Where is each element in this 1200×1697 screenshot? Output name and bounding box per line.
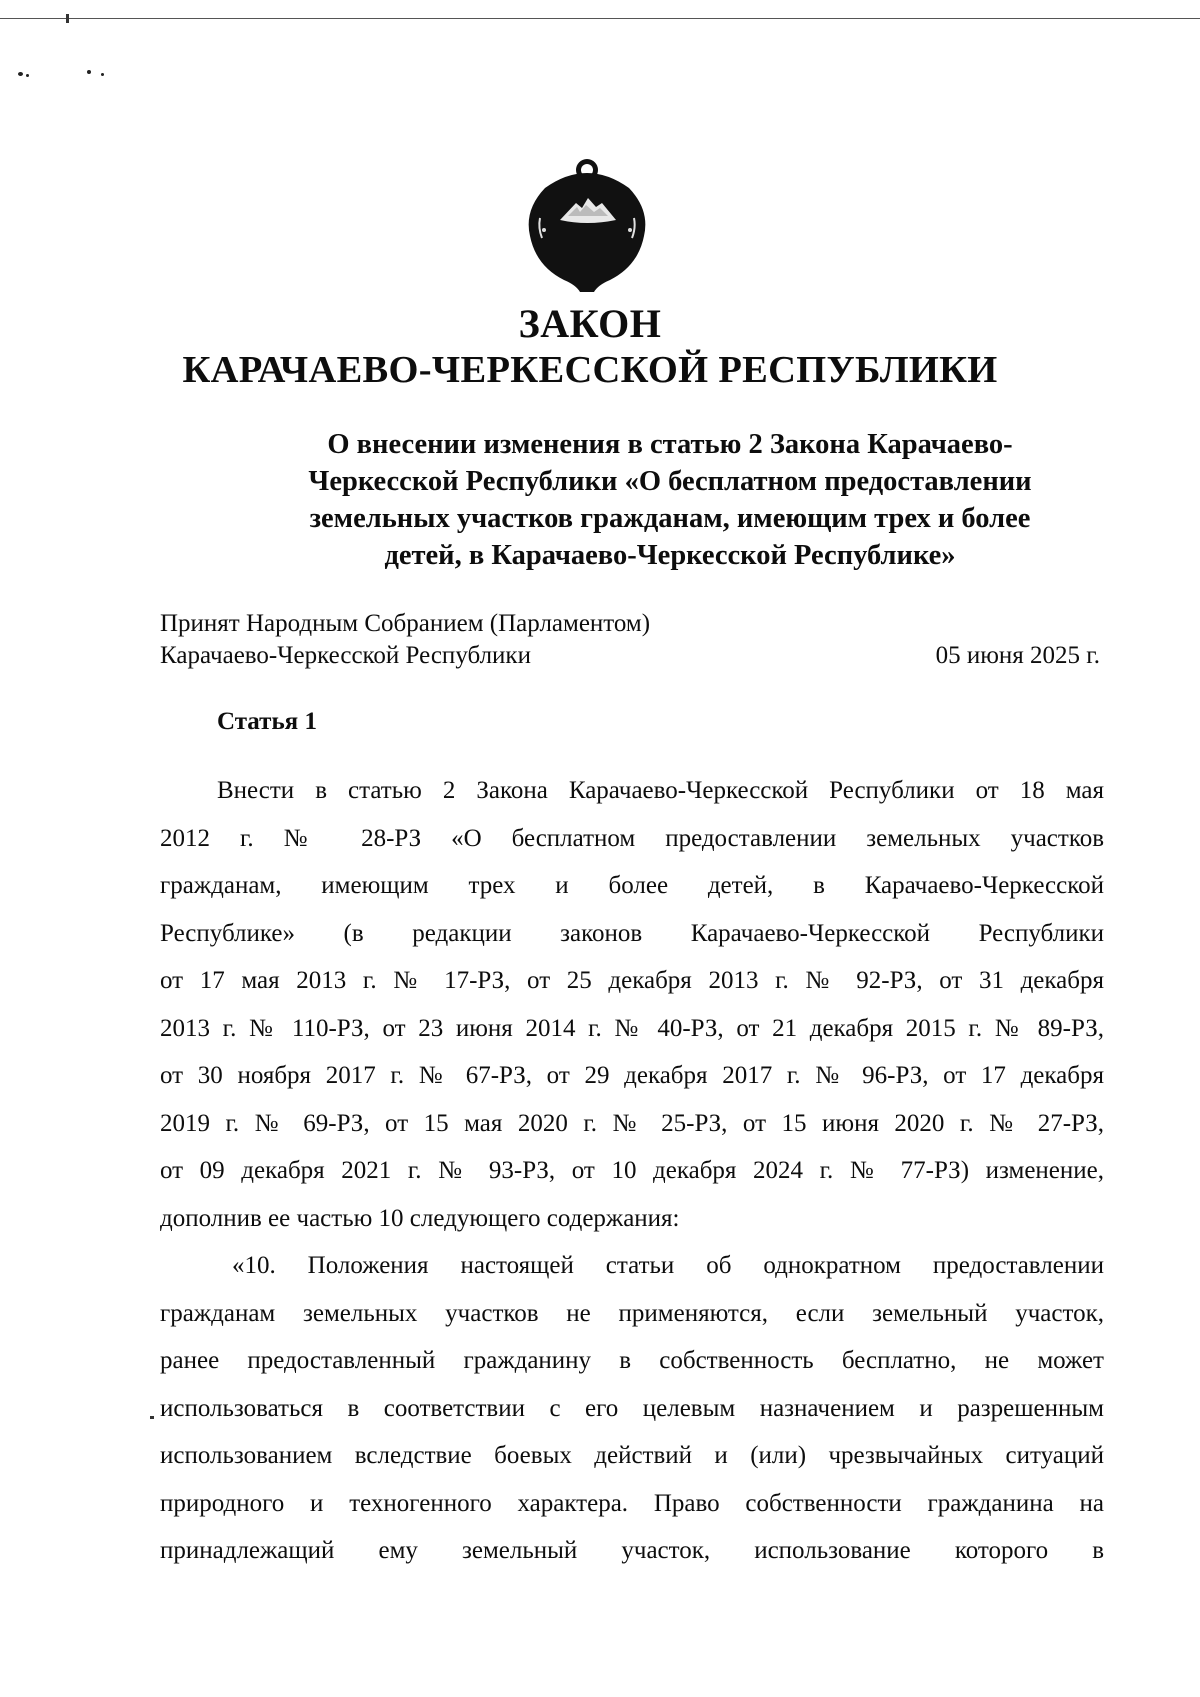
scan-speck — [26, 74, 29, 77]
text-line: дополнив ее частью 10 следующего содержания: — [160, 1204, 680, 1232]
text-line: 2012 г. № 28-РЗ «О бесплатном предоставлении земельных участков — [160, 824, 1104, 852]
text-line: «10. Положения настоящей статьи об однократном предоставлении — [232, 1252, 1104, 1279]
coat-of-arms-emblem-icon — [524, 158, 650, 294]
text-line: 2019 г. № 69-РЗ, от 15 мая 2020 г. № 25-РЗ, от 15 июня 2020 г. № 27-РЗ, — [160, 1109, 1104, 1137]
heading-line: Черкесской Республики «О бесплатном предоставлении — [308, 466, 1032, 497]
text-line: от 09 декабря 2021 г. № 93-РЗ, от 10 декабря 2024 г. № 77-РЗ) изменение, — [160, 1157, 1104, 1184]
scan-speck — [101, 73, 104, 76]
scan-border-line — [0, 18, 1200, 19]
text-line: природного и техногенного характера. Право собственности гражданина на — [160, 1489, 1104, 1517]
text-line: Внести в статью 2 Закона Карачаево-Черкесской Республики от 18 мая — [217, 777, 1104, 804]
scan-speck — [18, 72, 23, 76]
article-body — [160, 767, 1104, 1575]
text-line: гражданам земельных участков не применяются, если земельный участок, — [160, 1299, 1104, 1327]
text-line: Республике» (в редакции законов Карачаево-Черкесской Республики — [160, 919, 1104, 947]
scan-speck — [150, 1416, 154, 1419]
heading-line: земельных участков гражданам, имеющим трех и более — [309, 503, 1031, 534]
law-title: ЗАКОН — [518, 301, 662, 346]
scan-speck — [87, 70, 91, 74]
adoption-line: Карачаево-Черкесской Республики — [160, 642, 531, 669]
adoption-row — [160, 608, 1100, 640]
text-line: от 17 мая 2013 г. № 17-РЗ, от 25 декабря 2013 г. № 92-РЗ, от 31 декабря — [160, 967, 1104, 994]
text-line: от 30 ноября 2017 г. № 67-РЗ, от 29 декабря 2017 г. № 96-РЗ, от 17 декабря — [160, 1062, 1104, 1089]
scan-border-tick — [66, 14, 69, 23]
text-line: 2013 г. № 110-РЗ, от 23 июня 2014 г. № 40-РЗ, от 21 декабря 2015 г. № 89-РЗ, — [160, 1014, 1104, 1042]
adoption-line: Принят Народным Собранием (Парламентом) — [160, 610, 651, 637]
republic-name: КАРАЧАЕВО-ЧЕРКЕССКОЙ РЕСПУБЛИКИ — [182, 349, 998, 391]
text-line: принадлежащий ему земельный участок, использование которого в — [160, 1537, 1104, 1564]
text-line: использоваться в соответствии с его целевым назначением и разрешенным — [160, 1394, 1104, 1422]
heading-line: О внесении изменения в статью 2 Закона Карачаево- — [327, 429, 1013, 460]
heading-line: детей, в Карачаево-Черкесской Республике» — [384, 540, 956, 571]
text-line: использованием вследствие боевых действий и (или) чрезвычайных ситуаций — [160, 1442, 1104, 1469]
adoption-row — [160, 640, 1100, 672]
adoption-date: 05 июня 2025 г. — [935, 642, 1100, 669]
paragraph-2 — [160, 1242, 1104, 1575]
article-title: Статья 1 — [217, 708, 317, 735]
law-heading — [240, 426, 1100, 574]
adoption-block — [160, 608, 1100, 672]
text-line: гражданам, имеющим трех и более детей, в Карачаево-Черкесской — [160, 872, 1104, 899]
paragraph-1 — [160, 767, 1104, 1242]
text-line: ранее предоставленный гражданину в собственность бесплатно, не может — [160, 1347, 1104, 1374]
